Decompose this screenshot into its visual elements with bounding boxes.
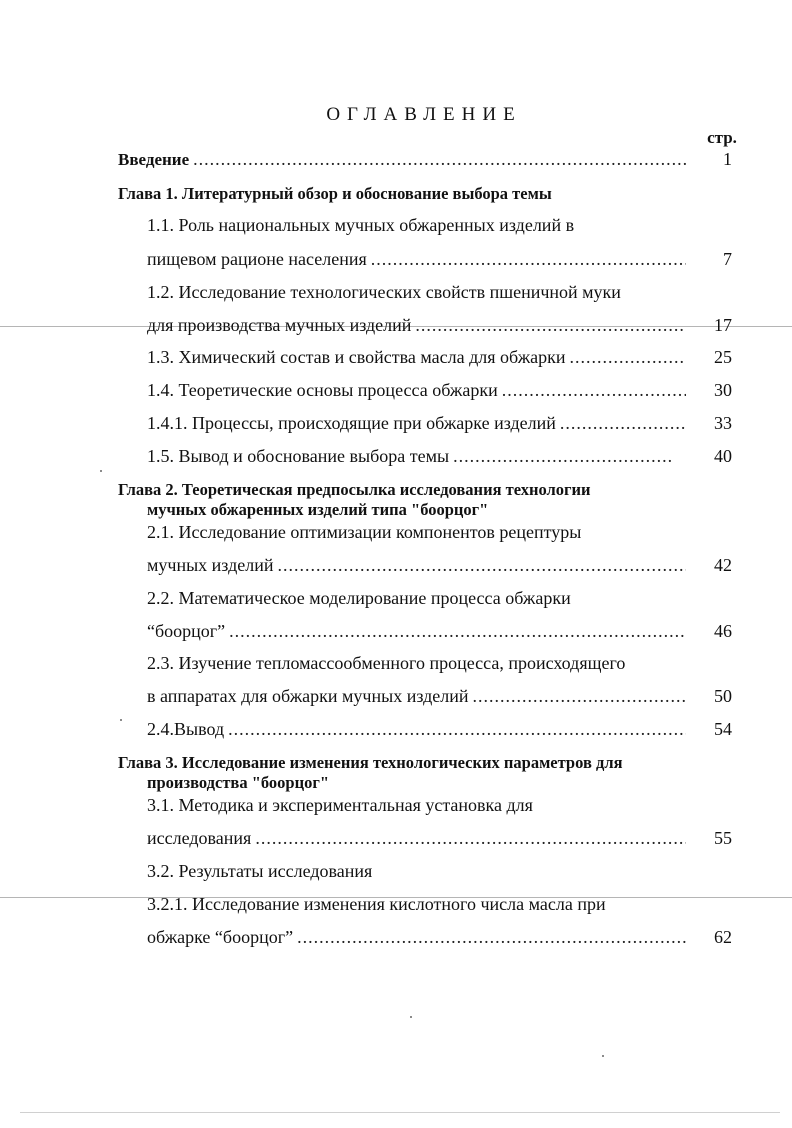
toc-entry-1-2-line1[interactable]: 1.2. Исследование технологических свойств пшеничной муки xyxy=(147,282,621,302)
toc-entry-1-2[interactable] xyxy=(147,314,690,336)
toc-entry-2-2[interactable] xyxy=(147,620,690,642)
chapter-2-heading-line1[interactable]: Глава 2. Теоретическая предпосылка исследования технологии xyxy=(118,480,591,499)
dot-leader xyxy=(415,314,686,336)
entry-label: Введение xyxy=(118,150,190,169)
toc-entry-2-4[interactable] xyxy=(147,718,690,740)
toc-entry-3-2-1-line1[interactable]: 3.2.1. Исследование изменения кислотного числа масла при xyxy=(147,894,606,914)
dot-leader xyxy=(371,248,686,270)
entry-label: мучных изделий xyxy=(147,555,274,575)
page-number: 54 xyxy=(714,719,732,739)
dot-leader xyxy=(229,620,686,642)
toc-entry-2-3[interactable] xyxy=(147,685,690,707)
toc-entry-3-2-1[interactable] xyxy=(147,926,690,948)
page-number: 17 xyxy=(714,315,732,335)
dot-leader xyxy=(560,412,686,434)
page-number: 7 xyxy=(723,249,732,269)
page-number: 50 xyxy=(714,686,732,706)
entry-label: 2.4.Вывод xyxy=(147,719,225,739)
toc-entry-1-1-line1[interactable]: 1.1. Роль национальных мучных обжаренных изделий в xyxy=(147,215,575,235)
page-number: 62 xyxy=(714,927,732,947)
page-number: 55 xyxy=(714,828,732,848)
dot-leader xyxy=(453,445,673,467)
toc-entry-2-3-line1[interactable]: 2.3. Изучение тепломассообменного процесса, происходящего xyxy=(147,653,626,673)
scan-speck xyxy=(120,719,122,721)
page-number: 1 xyxy=(723,149,732,169)
page-number: 30 xyxy=(714,380,732,400)
toc-entry-2-2-line1[interactable]: 2.2. Математическое моделирование процесса обжарки xyxy=(147,588,571,608)
toc-entry-1-4[interactable] xyxy=(147,379,690,401)
entry-label: 1.4.1. Процессы, происходящие при обжарке изделий xyxy=(147,413,556,433)
entry-label: в аппаратах для обжарки мучных изделий xyxy=(147,686,469,706)
toc-entry-3-1-line1[interactable]: 3.1. Методика и экспериментальная установка для xyxy=(147,795,533,815)
entry-label: 1.3. Химический состав и свойства масла для обжарки xyxy=(147,347,566,367)
entry-label: обжарке “боорцог” xyxy=(147,927,294,947)
dot-leader xyxy=(255,827,686,849)
toc-title: ОГЛАВЛЕНИЕ xyxy=(326,104,522,125)
chapter-3-heading-line1[interactable]: Глава 3. Исследование изменения технологических параметров для xyxy=(118,753,623,772)
scan-speck xyxy=(602,1055,604,1057)
toc-entry-intro[interactable] xyxy=(118,148,690,171)
chapter-3-heading-line2[interactable]: производства "боорцог" xyxy=(147,773,329,792)
scan-line xyxy=(20,1112,780,1113)
entry-label: для производства мучных изделий xyxy=(147,315,412,335)
toc-entry-2-1[interactable] xyxy=(147,554,690,576)
page-number: 33 xyxy=(714,413,732,433)
dot-leader xyxy=(193,148,686,170)
entry-label: пищевом рационе населения xyxy=(147,249,367,269)
toc-entry-3-2[interactable]: 3.2. Результаты исследования xyxy=(147,861,373,881)
toc-entry-1-3[interactable] xyxy=(147,346,690,368)
toc-entry-1-1[interactable] xyxy=(147,248,690,270)
page-number: 40 xyxy=(714,446,732,466)
entry-label: исследования xyxy=(147,828,252,848)
toc-entry-2-1-line1[interactable]: 2.1. Исследование оптимизации компонентов рецептуры xyxy=(147,522,582,542)
dot-leader xyxy=(228,718,686,740)
entry-label: “боорцог” xyxy=(147,621,226,641)
dot-leader xyxy=(277,554,686,576)
entry-label: 1.4. Теоретические основы процесса обжарки xyxy=(147,380,498,400)
toc-entry-3-1[interactable] xyxy=(147,827,690,849)
chapter-1-heading[interactable]: Глава 1. Литературный обзор и обоснование выбора темы xyxy=(118,184,552,203)
entry-label: 1.5. Вывод и обоснование выбора темы xyxy=(147,446,450,466)
page-number: 42 xyxy=(714,555,732,575)
toc-entry-1-5[interactable] xyxy=(147,445,677,467)
dot-leader xyxy=(570,346,686,368)
scan-speck xyxy=(100,470,102,472)
scan-speck xyxy=(410,1016,412,1018)
page-number: 25 xyxy=(714,347,732,367)
dot-leader xyxy=(502,379,686,401)
page-number: 46 xyxy=(714,621,732,641)
dot-leader xyxy=(297,926,686,948)
page-column-label: стр. xyxy=(707,128,737,147)
dot-leader xyxy=(473,685,686,707)
toc-entry-1-4-1[interactable] xyxy=(147,412,690,434)
chapter-2-heading-line2[interactable]: мучных обжаренных изделий типа "боорцог" xyxy=(147,500,489,519)
